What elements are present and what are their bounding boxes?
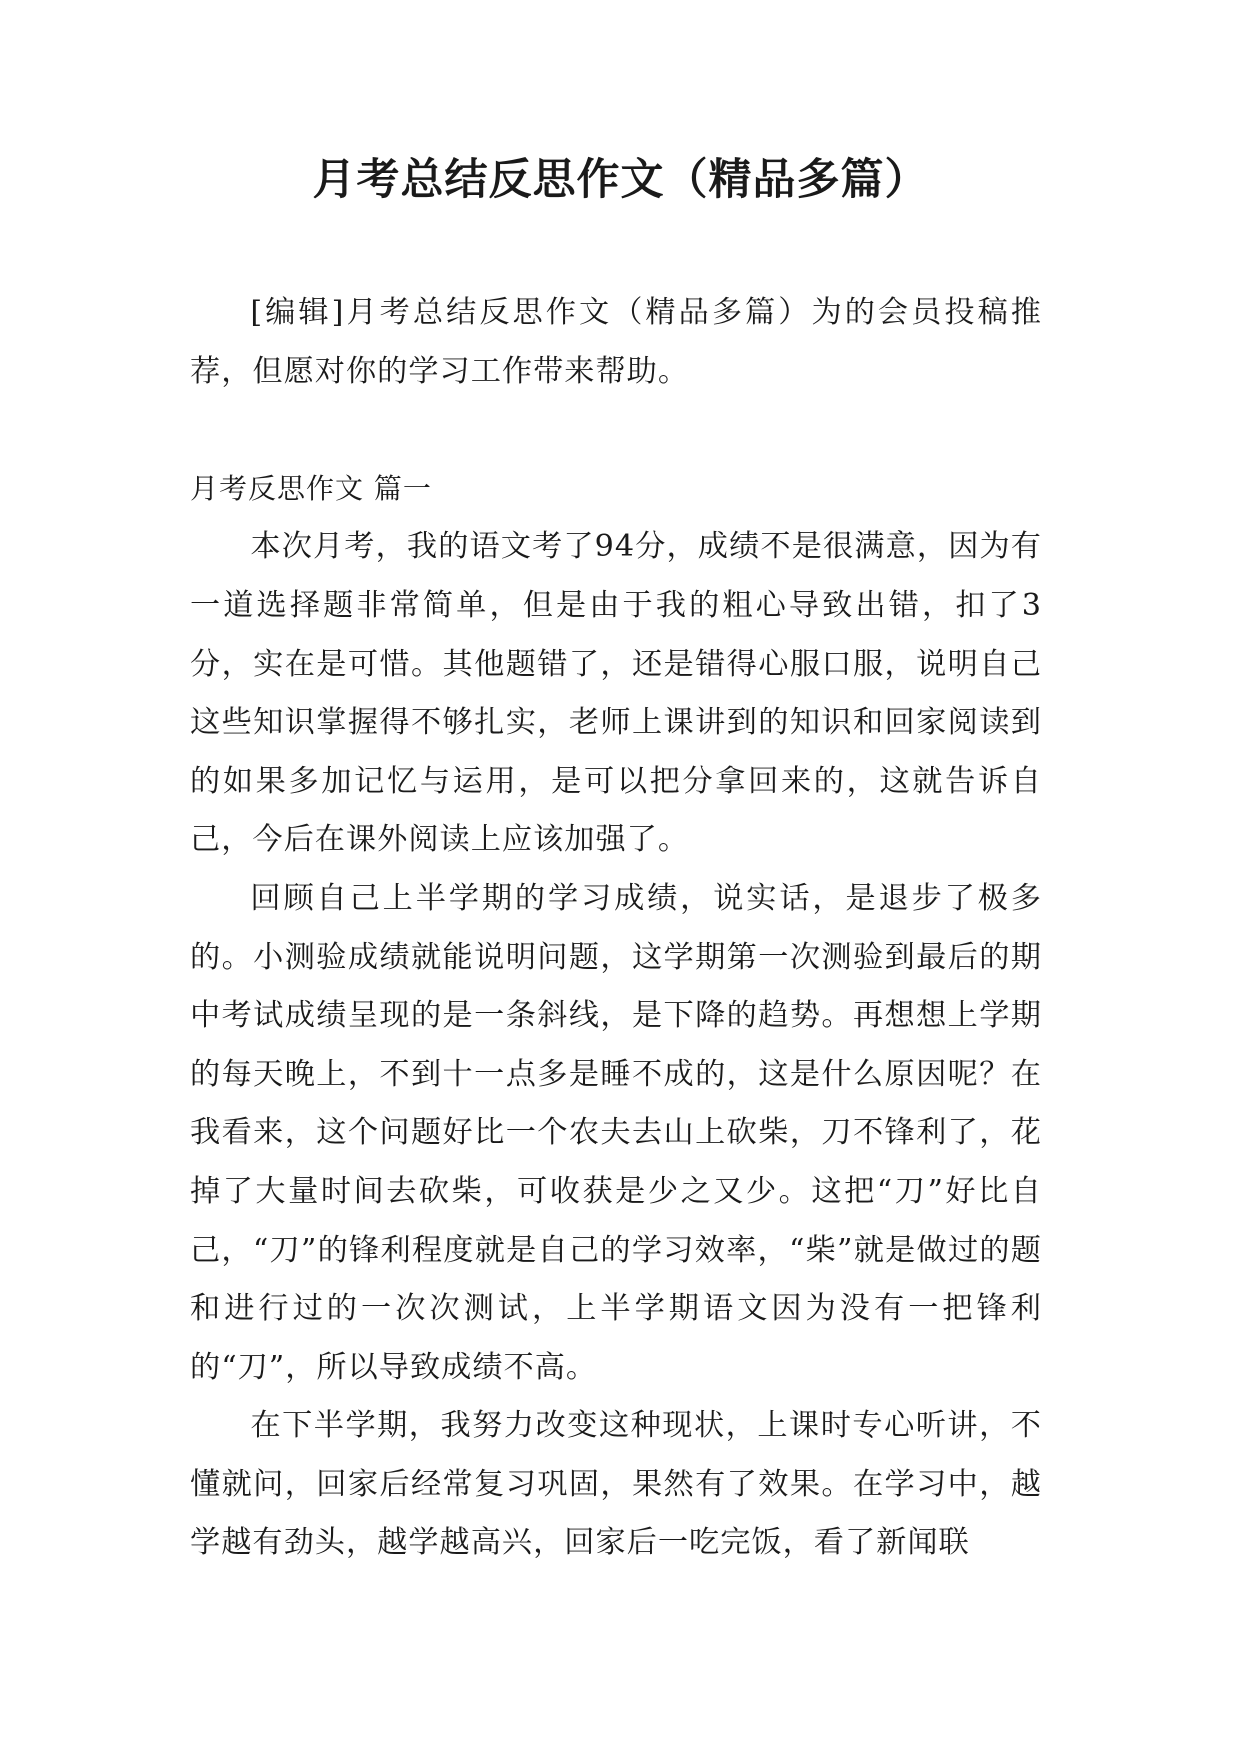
intro-paragraph: [编辑]月考总结反思作文（精品多篇）为的会员投稿推荐，但愿对你的学习工作带来帮助。	[190, 295, 1042, 389]
document-body	[190, 284, 1042, 1573]
document-title: 月考总结反思作文（精品多篇）	[312, 155, 929, 205]
body-paragraph: 回顾自己上半学期的学习成绩，说实话，是退步了极多的。小测验成绩就能说明问题，这学期第一次测验到最后的期中考试成绩呈现的是一条斜线，是下降的趋势。再想想上学期的每天晚上，不到十一点多是睡不成的，这是什么原因呢？在我看来，这个问题好比一个农夫去山上砍柴，刀不锋利了，花掉了大量时间去砍柴，可收获是少之又少。这把“刀”好比自己，“刀”的锋利程度就是自己的学习效率，“柴”就是做过的题和进行过的一次次测试，上半学期语文因为没有一把锋利的“刀”，所以导致成绩不高。	[190, 880, 1042, 1385]
section-heading: 月考反思作文 篇一	[190, 471, 432, 505]
body-paragraph: 在下半学期，我努力改变这种现状，上课时专心听讲，不懂就问，回家后经常复习巩固，果然有了效果。在学习中，越学越有劲头，越学越高兴，回家后一吃完饭，看了新闻联	[190, 1408, 1042, 1561]
body-paragraph: 本次月考，我的语文考了94分，成绩不是很满意，因为有一道选择题非常简单，但是由于我的粗心导致出错，扣了3分，实在是可惜。其他题错了，还是错得心服口服，说明自己这些知识掌握得不够扎实，老师上课讲到的知识和回家阅读到的如果多加记忆与运用，是可以把分拿回来的，这就告诉自己，今后在课外阅读上应该加强了。	[190, 529, 1042, 858]
